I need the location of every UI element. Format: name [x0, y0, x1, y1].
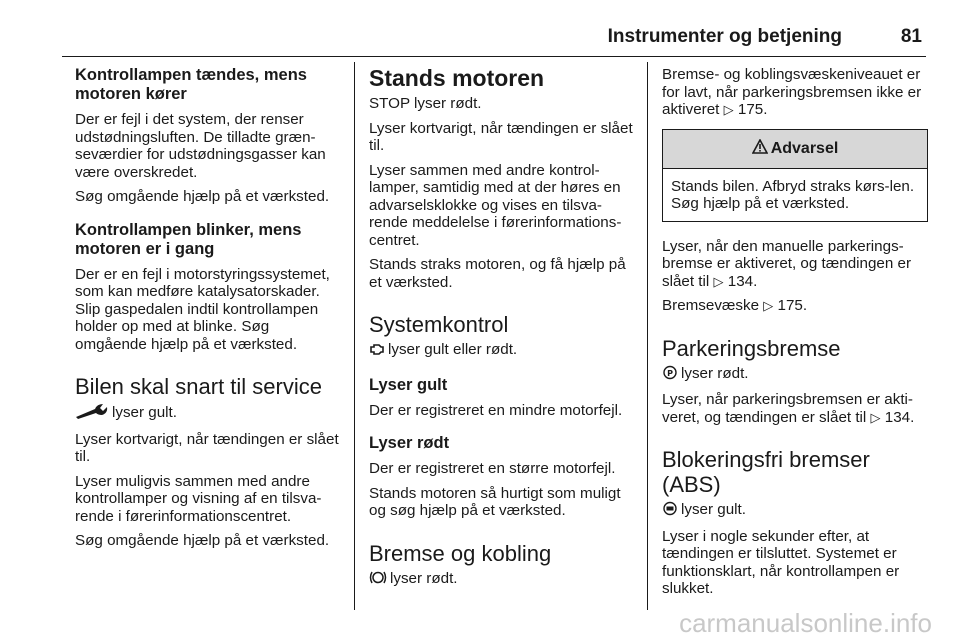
- heading-bremse-og-kobling: Bremse og kobling: [369, 540, 552, 566]
- paragraph: Søg omgående hjælp på et værksted.: [75, 188, 330, 205]
- paragraph: Stands straks motoren, og få hjælp på et værksted.: [369, 256, 626, 291]
- paragraph: Lyser kortvarigt, når tændingen er slået til.: [369, 119, 633, 154]
- paragraph: Der er en fejl i motorstyringssystemet, som kan medføre katalysatorskader. Slip gaspedalen indtil kontrollampen holder op med at blinke. Søg omgående hjælp på et værksted.: [75, 265, 330, 353]
- warning-triangle-icon: [752, 139, 768, 159]
- paragraph: Lyser i nogle sekunder efter, at tændingen er tilsluttet. Systemet er funktionsklart, når kontrollampen er slukket.: [662, 527, 900, 597]
- warning-header: [663, 130, 927, 169]
- heading-systemkontrol: Systemkontrol: [369, 312, 509, 337]
- parkering-line: [662, 365, 928, 385]
- paragraph-text: Bremse- og koblingsvæskeniveauet er for lavt, når parkeringsbremsen ikke er aktiveret: [662, 66, 922, 118]
- bremse-icon-text: lyser rødt.: [390, 569, 458, 587]
- page-reference-icon: ▷: [723, 102, 734, 117]
- paragraph: STOP lyser rødt.: [369, 95, 482, 112]
- page-header: [62, 0, 926, 57]
- abs-line: [662, 501, 928, 521]
- parking-brake-icon: [662, 365, 678, 385]
- service-line: [75, 403, 341, 424]
- heading-lyser-roedt: Lyser rødt: [369, 434, 450, 452]
- watermark: carmanualsonline.info: [679, 608, 932, 638]
- heading-abs: Blokeringsfri bremser (ABS): [662, 447, 870, 497]
- parkering-icon-text: lyser rødt.: [681, 364, 749, 382]
- paragraph: Stands motoren så hurtigt som muligt og søg hjælp på et værksted.: [369, 484, 621, 519]
- systemkontrol-icon-text: lyser gult eller rødt.: [388, 341, 518, 358]
- warning-box: [662, 129, 928, 222]
- paragraph: Der er fejl i det system, der renser udstødningsluften. De tilladte græn-seværdier for udstødningsgasser kan være overskredet.: [75, 111, 326, 181]
- paragraph: Der er registreret en større motorfejl.: [369, 460, 616, 477]
- engine-icon: [369, 342, 385, 361]
- bremse-line: [369, 570, 635, 590]
- column-divider: [647, 62, 648, 610]
- abs-icon-text: lyser gult.: [681, 501, 746, 518]
- warning-title: Advarsel: [770, 139, 839, 157]
- heading-stands-motoren: Stands motoren: [369, 65, 545, 91]
- warning-body: Stands bilen. Afbryd straks kørs-len. Søg hjælp på et værksted.: [671, 177, 915, 212]
- systemkontrol-line: [369, 341, 635, 361]
- page-reference-icon: ▷: [763, 298, 774, 313]
- header-title: Instrumenter og betjening: [607, 26, 842, 47]
- paragraph: Lyser sammen med andre kontrol-lamper, samtidig med at der høres en advarselsklokke og vises en tilsva-rende meddelelse i førerinformations-centret.: [369, 161, 622, 249]
- page-reference: 175.: [737, 101, 768, 118]
- page-reference: 134.: [727, 272, 758, 290]
- paragraph-text: Lyser, når den manuelle parkerings-bremse er aktiveret, og tændingen er slået til: [662, 237, 912, 290]
- service-icon-text: lyser gult.: [112, 404, 177, 421]
- page-reference: 175.: [777, 297, 808, 314]
- column-3: [662, 66, 928, 605]
- wrench-icon: [75, 403, 109, 424]
- paragraph: [662, 391, 928, 426]
- paragraph: Søg omgående hjælp på et værksted.: [75, 532, 330, 549]
- abs-icon: [662, 501, 678, 521]
- heading-kontrollampen-blinker: Kontrollampen blinker, mens motoren er i gang: [75, 220, 302, 258]
- column-divider: [354, 62, 355, 610]
- paragraph: Der er registreret en mindre motorfejl.: [369, 401, 623, 419]
- paragraph-text: Lyser, når parkeringsbremsen er akti-veret, og tændingen er slået til: [662, 391, 913, 426]
- paragraph: Lyser muligvis sammen med andre kontrollamper og visning af en tilsva-rende i førerinformationscentret.: [75, 472, 322, 525]
- heading-parkeringsbremse: Parkeringsbremse: [662, 335, 841, 361]
- heading-lyser-gult: Lyser gult: [369, 375, 448, 394]
- column-1: [75, 66, 341, 557]
- page-number: 81: [900, 26, 922, 47]
- paragraph: [662, 66, 928, 119]
- paragraph: Lyser kortvarigt, når tændingen er slået til.: [75, 430, 339, 465]
- page-reference-icon: ▷: [713, 273, 724, 289]
- svg-text:P: P: [667, 368, 673, 378]
- heading-kontrollampen-taendes: Kontrollampen tændes, mens motoren kører: [75, 66, 307, 103]
- page-reference-icon: ▷: [870, 409, 881, 425]
- brake-warning-icon: [369, 570, 387, 590]
- heading-service: Bilen skal snart til service: [75, 374, 322, 399]
- page-reference: 134.: [884, 408, 915, 426]
- column-2: [369, 66, 635, 596]
- paragraph-text: Bremsevæske: [662, 297, 760, 314]
- paragraph: [662, 238, 928, 291]
- paragraph: [662, 297, 928, 315]
